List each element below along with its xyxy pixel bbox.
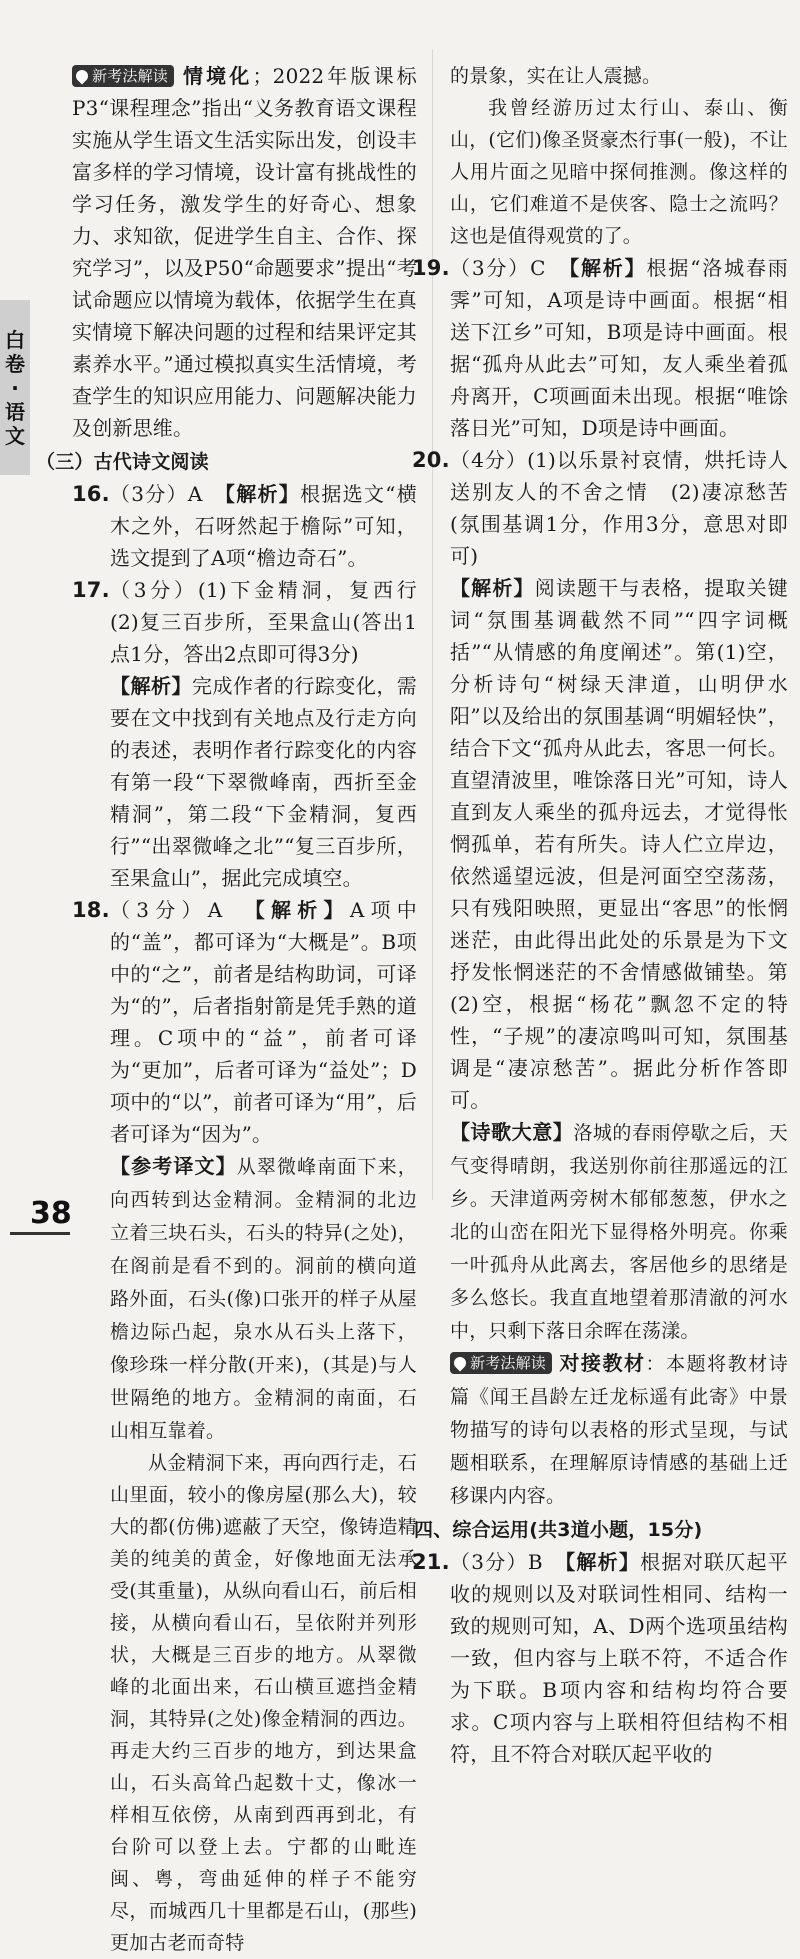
new-exam-badge: 新考法解读 [450, 1352, 552, 1374]
question-18 [72, 894, 417, 1959]
analysis-tag: 【解析】 [450, 576, 535, 600]
answer: （3分）A [110, 482, 225, 506]
analysis-tag: 【解析】 [110, 674, 192, 698]
analysis-tag: 【解析】 [569, 256, 647, 280]
answer: （3分）A [110, 898, 255, 922]
answer: （3分）B [450, 1550, 566, 1574]
analysis-tag: 【解析】 [565, 1550, 641, 1574]
section-comprehensive: 四、综合运用(共3道小题，15分) [414, 1519, 703, 1541]
new-exam-badge: 新考法解读 [72, 65, 174, 87]
sidebar-char: 白 [5, 327, 25, 352]
question-21 [412, 1546, 788, 1770]
analysis-text: 根据“洛城春雨霁”可知，A项是诗中画面。根据“相送下江乡”可知，B项是诗中画面。根据“孤舟从此去”可知，友人乘坐着孤舟离开，C项画面未出现。根据“唯馀落日光”可知，D项是诗中画面。 [450, 256, 788, 440]
answer: （4分）(1)以乐景衬哀情，烘托诗人送别友人的不舍之情 (2)凄凉愁苦(氛围基调1分，作用3分，意思对即可) [450, 448, 788, 568]
translation-text: 从翠微峰南面下来，向西转到达金精洞。金精洞的北边立着三块石头，石头的特异(之处)，在阁前是看不到的。洞前的横向道路外面，石头(像)口张开的样子从屋檐边际凸起，泉水从石头上落下，像珍珠一样分散(开来)，(其是)与人世隔绝的地方。金精洞的南面，石山相互靠着。 [110, 1156, 417, 1442]
question-number: 16. [72, 482, 110, 506]
intro-text: ；2022年版课标P3“课程理念”指出“义务教育语文课程实施从学生语文生活实际出发，创设丰富多样的学习情境，设计富有挑战性的学习任务，激发学生的好奇心、想象力、求知欲，促进学生自主、合作、探究学习”，以及P50“命题要求”提出“考试命题应以情境为载体，依据学生在真实情境下解决问题的过程和结果评定其素养水平。”通过模拟真实生活情境，考查学生的知识应用能力、问题解决能力及创新思维。 [72, 64, 417, 440]
textbook-link-block [450, 1347, 788, 1512]
question-16 [72, 478, 417, 574]
analysis-tag: 【解析】 [254, 898, 350, 922]
intro-block [72, 60, 417, 444]
right-column [412, 60, 789, 1770]
textbook-link-title: 对接教材 [558, 1351, 646, 1375]
question-19 [412, 252, 788, 444]
translation-tag: 【参考译文】 [110, 1154, 237, 1178]
analysis-text: 完成作者的行踪变化，需要在文中找到有关地点及行走方向的表述，表明作者行踪变化的内容有第一段“下翠微峰南，西折至金精洞”，第二段“下金精洞，复西行”“出翠微峰之北”“复三百步所，至果盒山”，据此完成填空。 [110, 674, 417, 890]
location-pin-icon [74, 68, 91, 85]
question-number: 18. [72, 898, 110, 922]
question-20 [412, 444, 789, 1347]
poem-meaning-tag: 【诗歌大意】 [450, 1120, 574, 1144]
analysis-text: 阅读题干与表格，提取关键词“氛围基调截然不同”“四字词概括”“从情感的角度阐述”。第(1)空，分析诗句“树绿天津道，山明伊水阳”以及给出的氛围基调“明媚轻快”，结合下文“孤舟从此去，客思一何长。直望清波里，唯馀落日光”可知，诗人直到友人乘坐的孤舟远去，才觉得怅惘孤单，若有所失。诗人伫立岸边，依然遥望远波，但是河面空空荡荡，只有残阳映照，更显出“客思”的怅惘迷茫，由此得出此处的乐景是为下文抒发怅惘迷茫的不舍情感做铺垫。第(2)空，根据“杨花”飘忽不定的特性，“子规”的凄凉鸣叫可知，氛围基调是“凄凉愁苦”。据此分析作答即可。 [450, 576, 788, 1112]
translation-continued: 的景象，实在让人震撼。 [450, 65, 662, 87]
question-number: 21. [412, 1550, 450, 1574]
translation-continued: 我曾经游历过太行山、泰山、衡山，(它们)像圣贤豪杰行事(一般)，不让人用片面之见暗中探伺推测。像这样的山，它们难道不是侠客、隐士之流吗？这也是值得观赏的了。 [450, 97, 788, 247]
subject-sidebar-tab [0, 300, 30, 475]
translation-text: 从金精洞下来，再向西行走，石山里面，较小的像房屋(那么大)，较大的都(仿佛)遮蔽了天空，像铸造精美的纯美的黄金，好像地面无法承受(其重量)，从纵向看山石，前后相接，从横向看山石，呈依附并列形状，大概是三百步的地方。从翠微峰的北面出来，石山横亘遮挡金精洞，其特异(之处)像金精洞的西边。再走大约三百步的地方，到达果盒山，石头高耸凸起数十丈，像冰一样相互依傍，从南到西再到北，有台阶可以登上去。宁都的山毗连闽、粤，弯曲延伸的样子不能穷尽，而城西几十里都是石山，(那些)更加古老而奇特 [110, 1452, 417, 1954]
analysis-text: 根据对联仄起平收的规则以及对联词性相同、结构一致的规则可知，A、D两个选项虽结构一致，但内容与上联不符，不适合作为下联。B项内容和结构均符合要求。C项内容与上联相符但结构不相符，且不符合对联仄起平收的 [450, 1550, 788, 1766]
question-number: 20. [412, 448, 450, 472]
sidebar-char: 文 [5, 423, 25, 448]
textbook-link-text: ：本题将教材诗篇《闻王昌龄左迁龙标遥有此寄》中景物描写的诗句以表格的形式呈现，与试题相联系，在理解原诗情感的基础上迁移课内内容。 [450, 1353, 788, 1507]
page-number-underline [10, 1232, 70, 1235]
sidebar-char: 语 [5, 399, 25, 424]
section-ancient-poetry: （三）古代诗文阅读 [36, 451, 209, 473]
poem-meaning-text: 洛城的春雨停歇之后，天气变得晴朗，我送别你前往那遥远的江乡。天津道两旁树木郁郁葱葱，伊水之北的山峦在阳光下显得格外明亮。你乘一叶孤舟从此离去，客居他乡的思绪是多么悠长。我直直地望着那清澈的河水中，只剩下落日余晖在荡漾。 [450, 1122, 789, 1342]
answer: （3分）(1)下金精洞，复西行 (2)复三百步所，至果盒山(答出1点1分，答出2点即可得3分) [110, 578, 438, 666]
analysis-tag: 【解析】 [224, 482, 301, 506]
question-17 [72, 574, 438, 894]
answer: （3分）C [450, 256, 570, 280]
analysis-text: 根据选文“横木之外，石呀然起于檐际”可知，选文提到了A项“檐边奇石”。 [110, 482, 417, 570]
location-pin-icon [452, 1355, 469, 1372]
analysis-text: A项中的“盖”，都可译为“大概是”。B项中的“之”，前者是结构助词，可译为“的”，后者指射箭是凭手熟的道理。C项中的“益”，前者可译为“更加”，后者可译为“益处”；D项中的“以”，前者可译为“用”，后者可译为“因为”。 [110, 898, 417, 1146]
sidebar-char: · [11, 375, 19, 400]
page-number: 38 [30, 1196, 72, 1231]
question-number: 19. [412, 256, 450, 280]
question-number: 17. [72, 578, 110, 602]
intro-title: 情境化 [180, 64, 253, 88]
sidebar-char: 卷 [5, 351, 25, 376]
